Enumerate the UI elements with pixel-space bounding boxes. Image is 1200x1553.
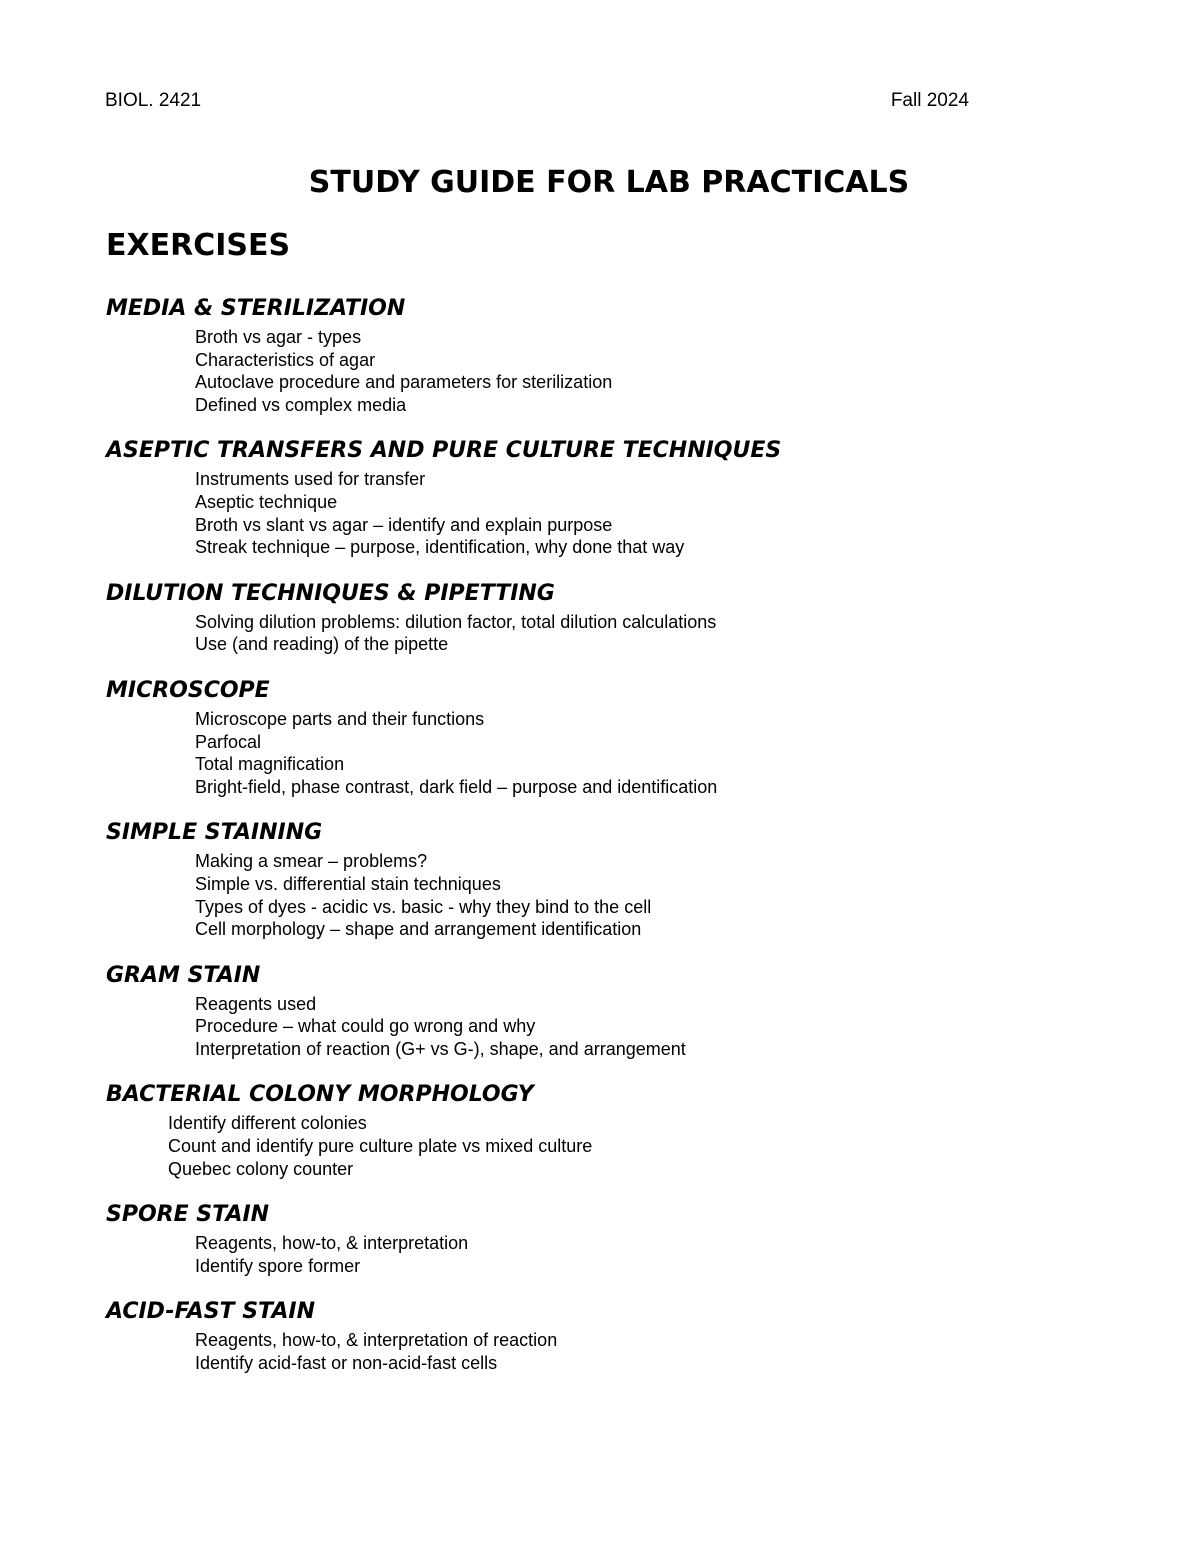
list-item: Parfocal (195, 731, 262, 752)
section-items (106, 326, 1106, 416)
section-items (106, 468, 1106, 558)
section-heading: GRAM STAIN (106, 962, 261, 988)
list-item: Streak technique – purpose, identification, why done that way (195, 537, 685, 558)
exercises-heading: EXERCISES (106, 228, 291, 263)
section-items (106, 850, 1106, 940)
section-heading: SIMPLE STAINING (106, 820, 323, 846)
section-items (106, 611, 1106, 656)
section-items (106, 708, 1106, 798)
sections-container (106, 294, 1106, 1395)
section-dilution-pipetting (106, 579, 1106, 656)
section-heading: MICROSCOPE (106, 677, 270, 703)
list-item: Microscope parts and their functions (195, 708, 485, 729)
list-item: Identify acid-fast or non-acid-fast cells (195, 1353, 498, 1374)
list-item: Interpretation of reaction (G+ vs G-), shape, and arrangement (195, 1038, 686, 1059)
section-heading: SPORE STAIN (106, 1202, 270, 1228)
list-item: Broth vs slant vs agar – identify and explain purpose (195, 514, 613, 535)
section-items (106, 1329, 1106, 1374)
list-item: Use (and reading) of the pipette (195, 634, 449, 655)
list-item: Identify spore former (195, 1255, 361, 1276)
list-item: Reagents, how-to, & interpretation of reaction (195, 1330, 558, 1351)
section-items (106, 1232, 1106, 1277)
section-gram-stain (106, 961, 1106, 1061)
section-simple-staining (106, 818, 1106, 940)
term-label: Fall 2024 (890, 90, 969, 111)
list-item: Making a smear – problems? (195, 851, 428, 872)
section-media-sterilization (106, 294, 1106, 416)
list-item: Reagents used (195, 993, 317, 1014)
list-item: Defined vs complex media (195, 394, 407, 415)
section-heading: BACTERIAL COLONY MORPHOLOGY (106, 1082, 534, 1108)
section-items (106, 1112, 1106, 1180)
list-item: Reagents, how-to, & interpretation (195, 1233, 469, 1254)
list-item: Broth vs agar - types (195, 327, 362, 347)
section-aseptic-transfers (106, 436, 1106, 558)
section-spore-stain (106, 1200, 1106, 1277)
section-heading: MEDIA & STERILIZATION (106, 296, 406, 321)
list-item: Simple vs. differential stain techniques (195, 873, 501, 894)
list-item: Characteristics of agar (195, 349, 376, 370)
course-code: BIOL. 2421 (105, 90, 202, 111)
list-item: Aseptic technique (195, 491, 338, 512)
list-item: Procedure – what could go wrong and why (195, 1016, 536, 1037)
list-item: Identify different colonies (168, 1113, 367, 1134)
list-item: Solving dilution problems: dilution factor, total dilution calculations (195, 611, 717, 632)
list-item: Types of dyes - acidic vs. basic - why they bind to the cell (195, 896, 652, 917)
section-acid-fast-stain (106, 1297, 1106, 1374)
list-item: Count and identify pure culture plate vs mixed culture (168, 1136, 593, 1157)
section-heading: ASEPTIC TRANSFERS AND PURE CULTURE TECHNIQUES (106, 438, 782, 464)
list-item: Cell morphology – shape and arrangement identification (195, 919, 642, 940)
section-colony-morphology (106, 1080, 1106, 1180)
section-items (106, 993, 1106, 1061)
list-item: Instruments used for transfer (195, 469, 426, 490)
section-microscope (106, 676, 1106, 798)
section-heading: ACID-FAST STAIN (106, 1299, 315, 1325)
list-item: Quebec colony counter (168, 1158, 354, 1179)
list-item: Bright-field, phase contrast, dark field – purpose and identification (195, 776, 718, 797)
list-item: Autoclave procedure and parameters for sterilization (195, 372, 613, 393)
document-title: STUDY GUIDE FOR LAB PRACTICALS (308, 165, 910, 200)
list-item: Total magnification (195, 754, 345, 775)
section-heading: DILUTION TECHNIQUES & PIPETTING (106, 580, 555, 606)
